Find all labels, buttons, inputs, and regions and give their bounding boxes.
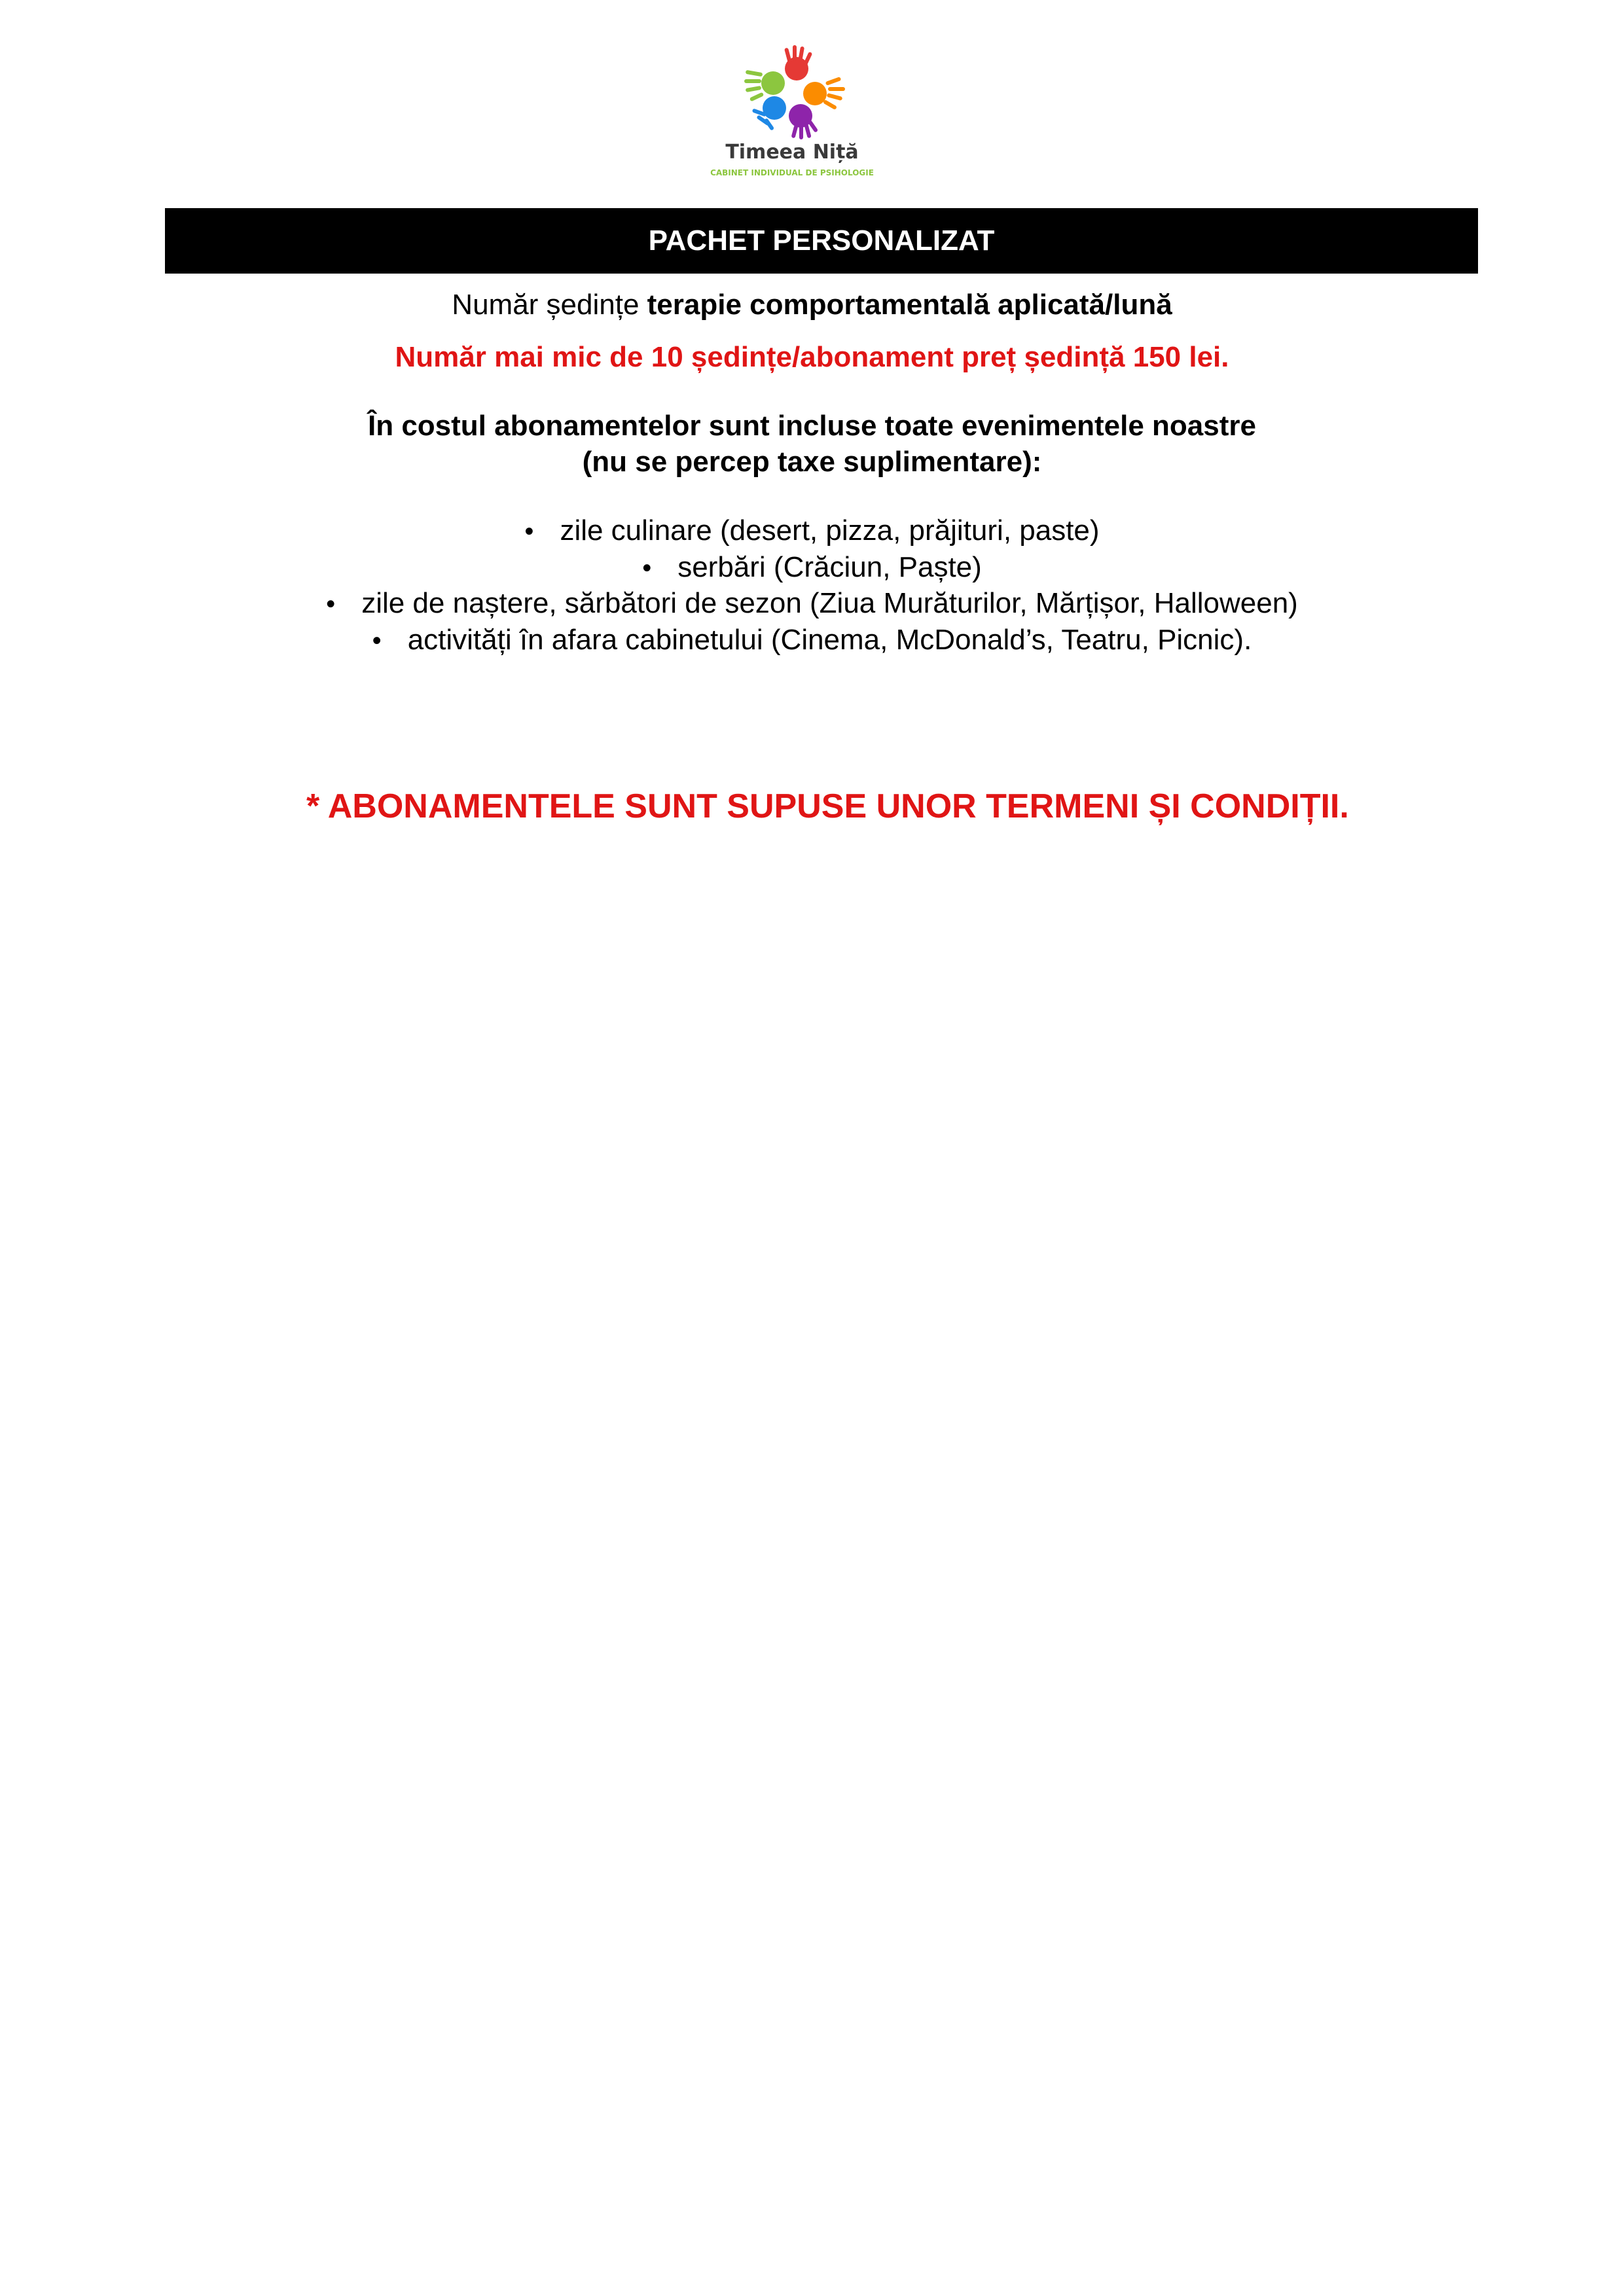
list-item	[0, 624, 1624, 656]
list-item	[0, 587, 1624, 620]
list-item	[0, 514, 1624, 547]
logo-subtitle: CABINET INDIVIDUAL DE PSIHOLOGIE	[710, 168, 874, 177]
bullet-icon: •	[372, 626, 382, 655]
bullet-icon: •	[524, 517, 534, 546]
included-heading-line2: (nu se percep taxe suplimentare):	[582, 446, 1042, 478]
price-note: Număr mai mic de 10 ședințe/abonament preț ședință 150 lei.	[395, 341, 1229, 373]
logo-name: Timeea Niță	[725, 141, 859, 164]
sessions-intro	[0, 289, 1624, 321]
package-title: PACHET PERSONALIZAT	[648, 224, 995, 257]
included-heading-line1: În costul abonamentelor sunt incluse toate evenimentele noastre	[368, 410, 1256, 442]
list-item-text: zile culinare (desert, pizza, prăjituri, paste)	[560, 514, 1100, 547]
list-item-text: zile de naștere, sărbători de sezon (Ziua Murăturilor, Mărțișor, Halloween)	[361, 587, 1298, 619]
bullet-icon: •	[642, 554, 652, 583]
package-title-banner	[165, 208, 1478, 274]
list-item	[0, 551, 1624, 584]
bullet-icon: •	[326, 590, 336, 619]
list-item-text: activități în afara cabinetului (Cinema, McDonald’s, Teatru, Picnic).	[407, 624, 1252, 656]
colored-hands-logo-icon	[736, 43, 848, 141]
sessions-intro-bold: terapie comportamentală aplicată/lună	[647, 289, 1172, 321]
list-item-text: serbări (Crăciun, Paște)	[677, 551, 982, 583]
logo	[707, 43, 877, 187]
sessions-intro-normal: Număr ședințe	[452, 289, 647, 321]
terms-notice: * ABONAMENTELE SUNT SUPUSE UNOR TERMENI ȘI CONDIȚII.	[306, 787, 1349, 825]
